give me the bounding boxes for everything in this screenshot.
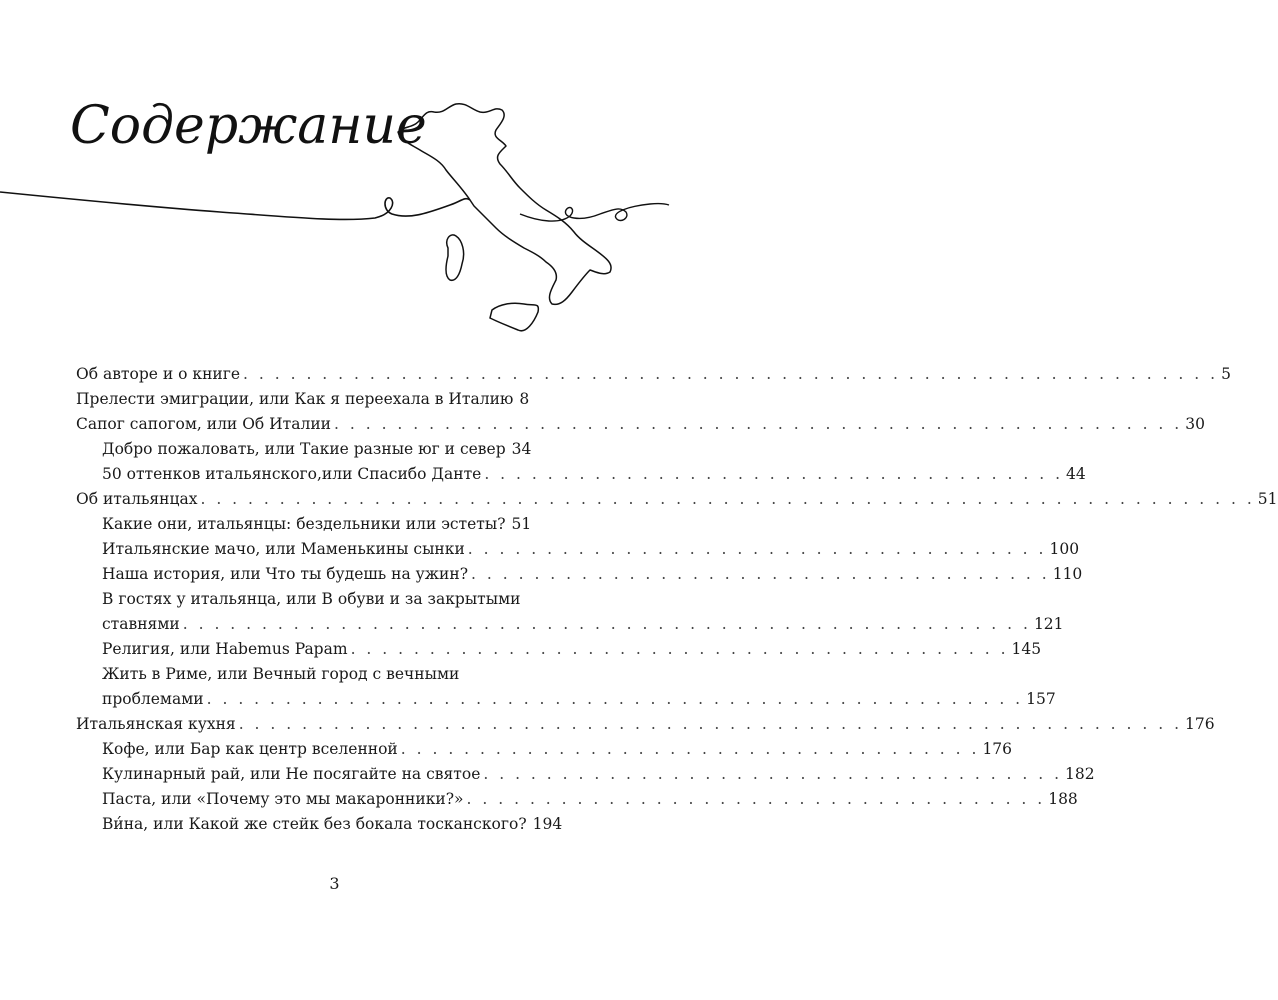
toc-entry[interactable]: ставнями . . . . . . . . . . . . . . . . . . . . . . . . . . . . . . . . . . . . . . . . . . . . . . . . . . . . . . 121 [76,612,528,637]
toc-entry-page: 51 [511,515,532,533]
toc-entry-page: 182 [1065,765,1095,783]
toc-entry-title: Добро пожаловать, или Такие разные юг и север [102,440,506,458]
toc-entry-title: Сапог сапогом, или Об Италии [76,415,332,433]
toc-entry-title: Ви́на, или Какой же стейк без бокала тосканского? [102,815,527,833]
toc-entry-title: Кулинарный рай, или Не посягайте на святое [102,765,481,783]
toc-entry[interactable]: Наша история, или Что ты будешь на ужин? . . . . . . . . . . . . . . . . . . . . . . . . . . . . . . . . . . . . . 110 [76,562,528,587]
toc-entry-page: 30 [1185,415,1205,433]
toc-entry[interactable]: Кофе, или Бар как центр вселенной . . . . . . . . . . . . . . . . . . . . . . . . . . . . . . . . . . . . . 176 [76,737,528,762]
toc-entry[interactable]: Сапог сапогом, или Об Италии . . . . . . . . . . . . . . . . . . . . . . . . . . . . . . . . . . . . . . . . . . . . . . . . . . . . . . 30 [76,412,528,437]
italy-map-illustration [0,0,669,360]
page-title: Содержание [70,96,427,156]
toc-entry[interactable]: Кулинарный рай, или Не посягайте на святое . . . . . . . . . . . . . . . . . . . . . . . . . . . . . . . . . . . . . 182 [76,762,528,787]
table-of-contents [76,362,1278,837]
toc-entry[interactable] [76,812,563,837]
toc-entry-page: 34 [511,440,532,458]
toc-entry-page: 176 [1185,715,1215,733]
toc-entry-title: Итальянские мачо, или Маменькины сынки [102,540,465,558]
toc-entry-title: Об итальянцах [76,490,198,508]
toc-entry-line1[interactable]: В гостях у итальянца, или В обуви и за закрытыми [102,590,521,608]
toc-entry-page: 100 [1049,540,1080,558]
toc-entry-page: 157 [1026,690,1056,708]
toc-entry[interactable]: Об авторе и о книге . . . . . . . . . . . . . . . . . . . . . . . . . . . . . . . . . . . . . . . . . . . . . . . . . . . . . . . . . . . . . . 5 [76,362,528,387]
toc-entry-page: 51 [1257,490,1278,508]
toc-entry[interactable]: Итальянские мачо, или Маменькины сынки . . . . . . . . . . . . . . . . . . . . . . . . . . . . . . . . . . . . . 100 [76,537,528,562]
toc-entry-title: Наша история, или Что ты будешь на ужин? [102,565,469,583]
toc-entry-title: 50 оттенков итальянского,или Спасибо Данте [102,465,482,483]
toc-entry[interactable]: Религия, или Habemus Papam . . . . . . . . . . . . . . . . . . . . . . . . . . . . . . . . . . . . . . . . . . 145 [76,637,528,662]
toc-entry-page: 121 [1033,615,1064,633]
toc-entry[interactable]: 50 оттенков итальянского,или Спасибо Данте . . . . . . . . . . . . . . . . . . . . . . . . . . . . . . . . . . . . . 44 [76,462,528,487]
toc-entry-page: 44 [1066,465,1086,483]
toc-entry[interactable] [76,387,528,412]
toc-entry[interactable]: проблемами . . . . . . . . . . . . . . . . . . . . . . . . . . . . . . . . . . . . . . . . . . . . . . . . . . . . 157 [76,687,528,712]
toc-entry-page: 110 [1052,565,1083,583]
toc-entry-title: Религия, или Habemus Papam [102,640,348,658]
toc-entry-title: Какие они, итальянцы: бездельники или эстеты? [102,515,506,533]
toc-entry-page: 176 [982,740,1013,758]
toc-entry-title: проблемами [102,690,204,708]
toc-entry[interactable] [76,512,532,537]
toc-entry[interactable]: Об итальянцах . . . . . . . . . . . . . . . . . . . . . . . . . . . . . . . . . . . . . . . . . . . . . . . . . . . . . . . . . . . . . . . . . . . 51 [76,487,528,512]
toc-entry-title: Прелести эмиграции, или Как я переехала в Италию [76,390,514,408]
toc-entry-title: ставнями [102,615,180,633]
toc-entry-line1[interactable]: Жить в Риме, или Вечный город с вечными [102,665,460,683]
toc-entry-page: 145 [1011,640,1042,658]
toc-entry-title: Паста, или «Почему это мы макаронники?» [102,790,464,808]
toc-entry-title: Об авторе и о книге [76,365,241,383]
toc-entry-page: 8 [519,390,530,408]
toc-entry-page: 188 [1048,790,1078,808]
toc-entry[interactable]: Итальянская кухня . . . . . . . . . . . . . . . . . . . . . . . . . . . . . . . . . . . . . . . . . . . . . . . . . . . . . . . . . . . . 176 [76,712,528,737]
page-number: 3 [329,874,340,893]
toc-entry-page: 5 [1221,365,1231,383]
toc-entry-title: Итальянская кухня [76,715,236,733]
toc-entry[interactable] [76,437,532,462]
toc-entry-page: 194 [532,815,563,833]
toc-entry[interactable]: Паста, или «Почему это мы макаронники?» . . . . . . . . . . . . . . . . . . . . . . . . . . . . . . . . . . . . . 188 [76,787,528,812]
toc-entry-title: Кофе, или Бар как центр вселенной [102,740,398,758]
